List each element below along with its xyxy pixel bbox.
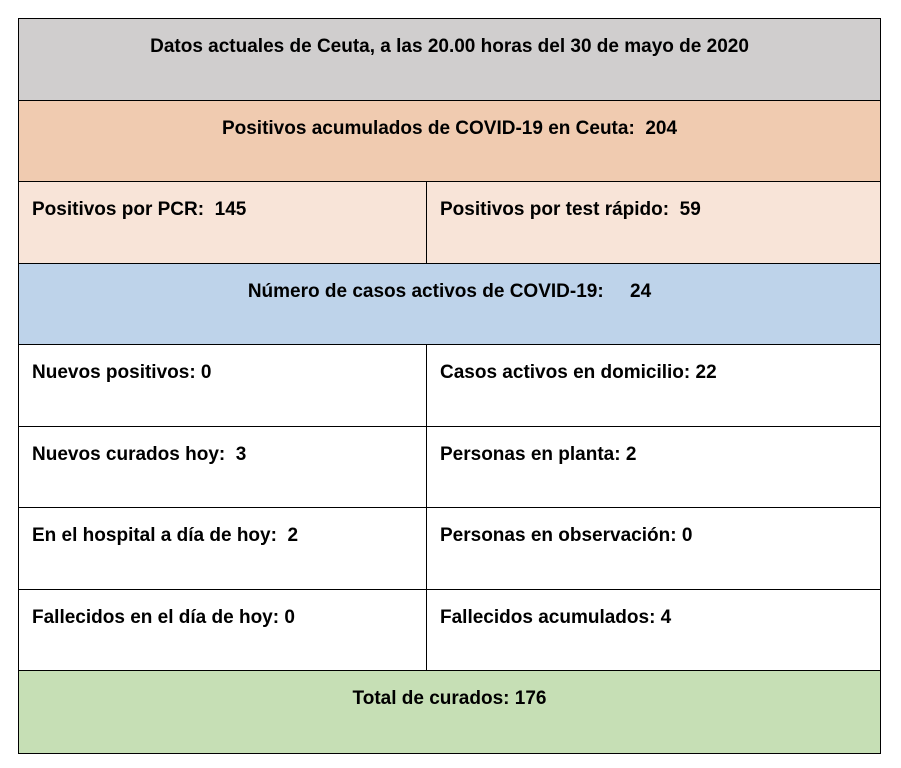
header-row <box>19 19 880 101</box>
deaths-today: Fallecidos en el día de hoy: 0 <box>19 590 427 671</box>
observation-patients: Personas en observación: 0 <box>440 525 693 546</box>
home-active-cases: Casos activos en domicilio: 22 <box>440 362 717 383</box>
positives-pcr: Positivos por PCR: 145 <box>19 182 427 263</box>
hospitalized-today: En el hospital a día de hoy: 2 <box>19 508 427 589</box>
active-cases: Número de casos activos de COVID-19: 24 <box>247 280 652 302</box>
positives-total-row <box>19 101 880 183</box>
total-recovered-row <box>19 671 880 753</box>
covid-stats-table <box>18 18 881 754</box>
table-row <box>19 345 880 427</box>
deaths-total: Fallecidos acumulados: 4 <box>440 606 672 628</box>
table-title: Datos actuales de Ceuta, a las 20.00 horas del 30 de mayo de 2020 <box>150 36 749 57</box>
positives-rapid-test: Positivos por test rápido: 59 <box>440 199 701 220</box>
total-recovered: Total de curados: 176 <box>352 688 547 709</box>
new-positives: Nuevos positivos: 0 <box>19 345 427 426</box>
table-row <box>19 427 880 509</box>
ward-patients: Personas en planta: 2 <box>440 443 637 465</box>
table-row <box>19 590 880 672</box>
table-row <box>19 508 880 590</box>
positives-total: Positivos acumulados de COVID-19 en Ceuta: 204 <box>221 117 678 139</box>
positives-split-row <box>19 182 880 264</box>
active-cases-row <box>19 264 880 346</box>
new-recovered: Nuevos curados hoy: 3 <box>19 427 427 508</box>
